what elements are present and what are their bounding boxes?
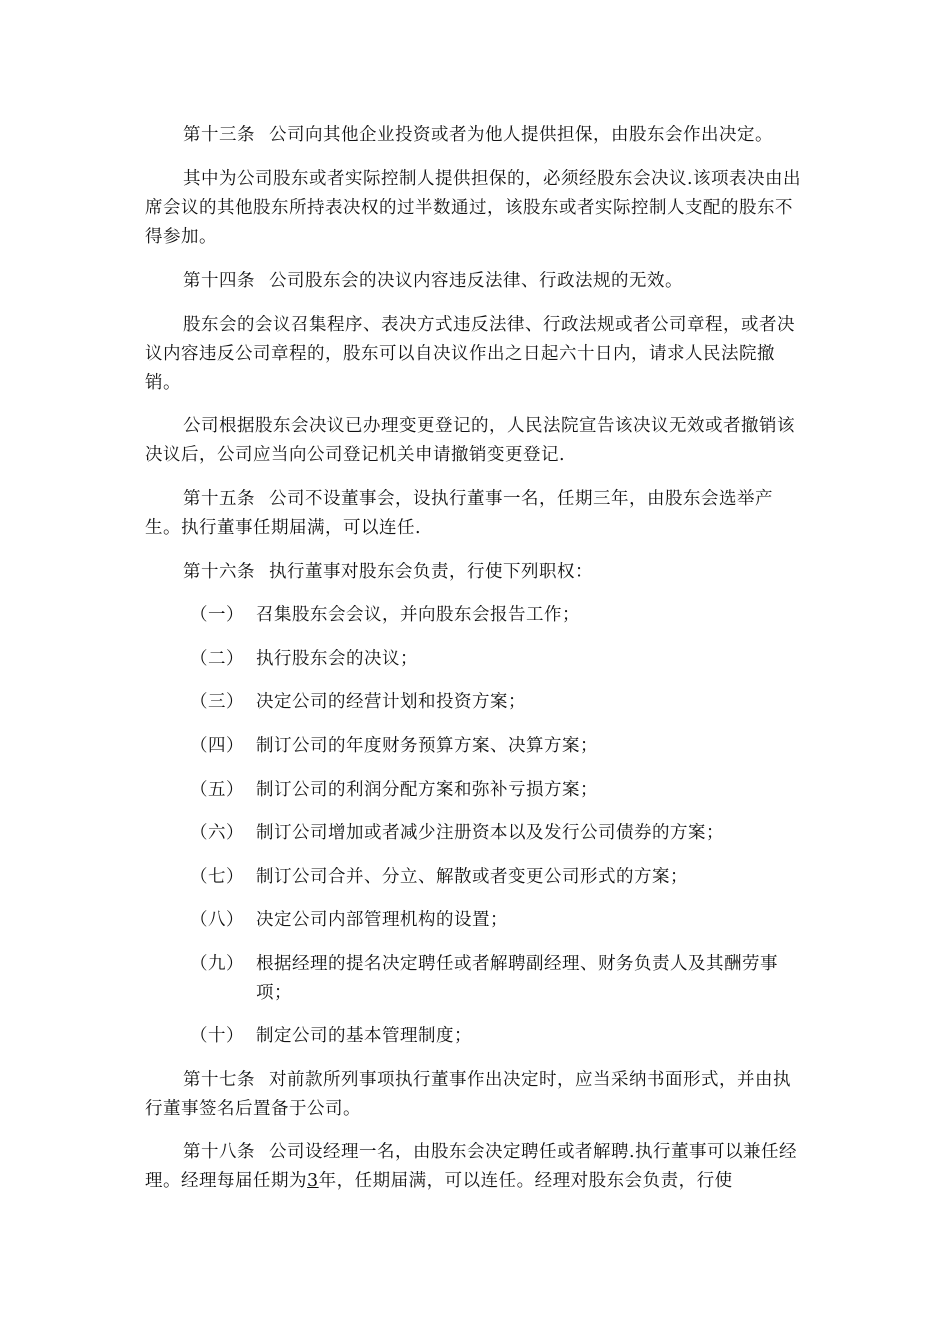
list-item-number: （六） — [190, 823, 244, 843]
article-14-text: 公司股东会的决议内容违反法律、行政法规的无效。 — [269, 271, 683, 291]
list-item-number: （三） — [190, 692, 244, 712]
list-item-number: （五） — [190, 780, 244, 800]
list-item — [190, 645, 810, 674]
list-item-text: 制订公司合并、分立、解散或者变更公司形式的方案； — [256, 867, 688, 887]
list-item-text: 根据经理的提名决定聘任或者解聘副经理、财务负责人及其酬劳事项； — [256, 954, 778, 1003]
article-16-paragraph — [145, 558, 807, 587]
article-17-text: 对前款所列事项执行董事作出决定时，应当采纳书面形式，并由执行董事签名后置备于公司。 — [145, 1070, 791, 1119]
article-16-text: 执行董事对股东会负责，行使下列职权： — [269, 562, 593, 582]
manager-term-value: 3 — [307, 1171, 319, 1191]
list-item — [190, 688, 810, 717]
list-item-number: （一） — [190, 605, 244, 625]
list-item-number: （二） — [190, 649, 244, 669]
article-18-text-b: 年，任期届满，可以连任。经理对股东会负责，行使 — [318, 1171, 733, 1191]
article-18-text-a: 公司设经理一名，由股东会决定聘任或者解聘.执行董事可以兼任经理。经理每届任期为 — [145, 1142, 798, 1191]
list-item-text: 制订公司的年度财务预算方案、决算方案； — [256, 736, 598, 756]
list-item-text: 执行股东会的决议； — [256, 649, 418, 669]
article-18-paragraph — [145, 1138, 807, 1196]
list-item-text: 制订公司增加或者减少注册资本以及发行公司债券的方案； — [256, 823, 724, 843]
list-item-number: （四） — [190, 736, 244, 756]
list-item-text: 召集股东会会议，并向股东会报告工作； — [256, 605, 580, 625]
list-item — [190, 863, 810, 892]
article-18-title: 第十八条 — [183, 1142, 255, 1162]
list-item-text: 决定公司的经营计划和投资方案； — [256, 692, 526, 712]
list-item-text: 制定公司的基本管理制度； — [256, 1026, 472, 1046]
list-item-text: 决定公司内部管理机构的设置； — [256, 910, 508, 930]
article-15-paragraph — [145, 485, 807, 543]
article-13-paragraph-2: 其中为公司股东或者实际控制人提供担保的，必须经股东会决议.该项表决由出席会议的其他股东所持表决权的过半数通过，该股东或者实际控制人支配的股东不得参加。 — [145, 169, 802, 247]
list-item — [190, 1022, 810, 1051]
article-15-title: 第十五条 — [183, 489, 255, 509]
list-item — [190, 601, 810, 630]
article-13-paragraph — [145, 121, 807, 150]
article-13-text: 公司向其他企业投资或者为他人提供担保，由股东会作出决定。 — [269, 125, 773, 145]
article-14-title: 第十四条 — [183, 271, 255, 291]
list-item — [190, 819, 810, 848]
article-16-title: 第十六条 — [183, 562, 255, 582]
list-item-number: （九） — [190, 954, 244, 974]
list-item — [190, 950, 810, 1008]
list-item — [190, 732, 810, 761]
article-17-title: 第十七条 — [183, 1070, 255, 1090]
list-item-text: 制订公司的利润分配方案和弥补亏损方案； — [256, 780, 598, 800]
article-15-text: 公司不设董事会，设执行董事一名，任期三年，由股东会选举产生。执行董事任期届满，可以连任. — [145, 489, 773, 538]
list-item-number: （七） — [190, 867, 244, 887]
article-13-title: 第十三条 — [183, 125, 255, 145]
article-14-paragraph-2: 股东会的会议召集程序、表决方式违反法律、行政法规或者公司章程，或者决议内容违反公司章程的，股东可以自决议作出之日起六十日内，请求人民法院撤销。 — [145, 315, 795, 393]
article-14-paragraph — [145, 267, 807, 296]
list-item-number: （十） — [190, 1026, 244, 1046]
article-14-paragraph-3: 公司根据股东会决议已办理变更登记的，人民法院宣告该决议无效或者撤销该决议后，公司应当向公司登记机关申请撤销变更登记. — [145, 416, 795, 465]
list-item — [190, 906, 810, 935]
list-item — [190, 776, 810, 805]
article-17-paragraph — [145, 1066, 807, 1124]
list-item-number: （八） — [190, 910, 244, 930]
